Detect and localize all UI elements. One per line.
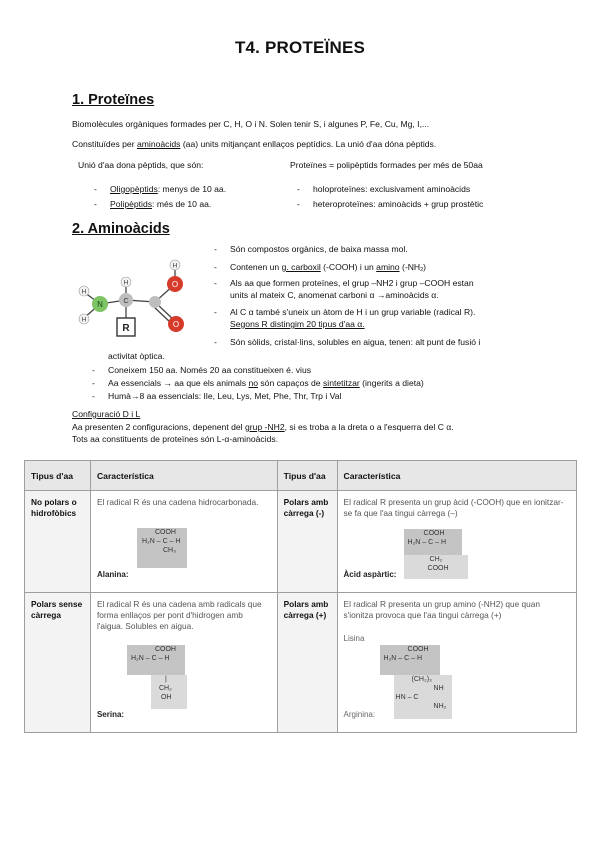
- formula-text: COOH: [154, 646, 176, 653]
- arginine-label: Arginina:: [343, 710, 376, 719]
- list-text: (ingerits a dieta): [359, 378, 424, 388]
- aminoacids-term: aminoàcids: [136, 139, 181, 149]
- o-label: O: [171, 280, 179, 289]
- proteins-list-heading: Proteïnes = polipèptids formades per més de 50aa: [290, 160, 483, 170]
- paragraph-constituides: [72, 139, 436, 150]
- list-item: - Humà→8 aa essencials: Ile, Leu, Lys, Met, Phe, Thr, Trp i Val: [92, 391, 342, 401]
- aminoacid-types-table: [24, 460, 577, 733]
- list-text: Al C α també s'uneix un àtom de H i un grup variable (radical R).: [230, 307, 476, 317]
- list-text: (-COOH) i un: [320, 262, 377, 272]
- n-label: N: [97, 300, 103, 309]
- characteristic-cell: [337, 491, 576, 593]
- list-text: Són sòlids, cristal·lins, solubles en aigua, tenen: alt punt de fusió i: [230, 337, 481, 347]
- paragraph-text: Aa presenten 2 configuracions, depenent del: [72, 422, 245, 432]
- section-heading-aminoacids: 2. Aminoàcids: [72, 221, 170, 237]
- cell-text: El radical R presenta un grup àcid (-COOH) que en ionitzar-se fa que l'aa tingui càrrega (–): [343, 497, 564, 518]
- table-header: Característica: [90, 461, 277, 491]
- type-cell: Polars sense càrrega: [25, 593, 91, 733]
- list-text: Aa essencials → aa que els animals: [108, 378, 249, 388]
- list-item: - Al C α també s'uneix un àtom de H i un grup variable (radical R).: [214, 307, 476, 317]
- serine-label: Serina:: [96, 710, 125, 719]
- cell-text: El radical R és una cadena hidrocarbonada.: [96, 497, 259, 507]
- paragraph-text: Constituïdes per: [72, 139, 137, 149]
- list-item: - Són compostos orgànics, de baixa massa mol.: [214, 244, 408, 254]
- formula-text: H₂N – C – H: [407, 539, 447, 546]
- list-text: Coneixem 150 aa. Només 20 aa constitueixen é. vius: [108, 365, 312, 375]
- formula-text: (CH₂)₃: [411, 676, 432, 683]
- formula-text: NH: [433, 685, 444, 692]
- characteristic-cell: [90, 491, 277, 593]
- aspartic-radical: [404, 555, 468, 579]
- characteristic-cell: [90, 593, 277, 733]
- h-label: H: [172, 262, 178, 270]
- aspartic-label: Àcid aspàrtic:: [343, 570, 397, 579]
- page-title: T4. PROTEÏNES: [234, 38, 366, 57]
- formula-text: H₂N – C – H: [130, 655, 170, 662]
- list-text: units al mateix C, anomenat carboni α →aminoàcids α.: [230, 290, 439, 300]
- list-text: : més de 10 aa.: [152, 199, 212, 209]
- type-cell: Polars amb càrrega (-): [277, 491, 337, 593]
- r-label: R: [122, 323, 130, 334]
- subscript: 2: [420, 267, 424, 273]
- alanine-label: Alanina:: [96, 570, 129, 579]
- list-text: heteroproteïnes: aminoàcids + grup prostètic: [313, 199, 484, 209]
- formula-text: H₂N – C – H: [141, 538, 181, 545]
- alanine-formula: [137, 528, 187, 568]
- table-header: Tipus d'aa: [277, 461, 337, 491]
- formula-text: CH₃: [162, 547, 176, 554]
- list-text: ): [423, 262, 427, 272]
- carboxyl-term: g. carboxil: [281, 262, 321, 272]
- h-label: H: [81, 316, 87, 324]
- list-text: Als aa que formen proteïnes, el grup –NH2 i grup –COOH estan: [230, 278, 474, 288]
- h-label: H: [81, 288, 87, 296]
- type-cell: No polars o hidrofòbics: [25, 491, 91, 593]
- serine-formula: [127, 645, 185, 675]
- formula-text: COOH: [154, 529, 176, 536]
- table-row: [25, 593, 577, 733]
- formula-text: CH₂: [158, 685, 172, 692]
- list-text: Contenen un: [230, 262, 282, 272]
- aspartic-formula: [404, 529, 462, 555]
- formula-text: |: [164, 676, 167, 683]
- list-item: - Contenen un g. carboxil (-COOH) i un amino (-NH2): [214, 262, 427, 273]
- o-label: O: [172, 320, 180, 329]
- list-text: Són compostos orgànics, de baixa massa mol.: [230, 244, 408, 254]
- config-paragraph-2: Tots aa constituents de proteïnes són L-α-aminoàcids.: [72, 434, 279, 444]
- table-header: Característica: [337, 461, 576, 491]
- serine-radical: [151, 675, 187, 709]
- list-text: holoproteïnes: exclusivament aminoàcids: [313, 184, 471, 194]
- table-header: Tipus d'aa: [25, 461, 91, 491]
- list-text: Segons R distingim 20 tipus d'aa α.: [230, 319, 365, 329]
- type-cell: Polars amb càrrega (+): [277, 593, 337, 733]
- no-term: no: [248, 378, 258, 388]
- arginine-radical: [394, 675, 452, 719]
- carbon-atom: [149, 296, 161, 308]
- list-item: - holoproteïnes: exclusivament aminoàcids: [297, 184, 471, 194]
- config-paragraph: [72, 422, 454, 433]
- formula-text: COOH: [423, 530, 445, 537]
- list-item: - Als aa que formen proteïnes, el grup –NH2 i grup –COOH estan: [214, 278, 474, 288]
- sintetitzar-term: sintetitzar: [322, 378, 360, 388]
- polipeptids-term: Polipèptids: [110, 199, 153, 209]
- table-header-row: [25, 461, 577, 491]
- lysine-label: Lisina: [343, 634, 365, 643]
- list-item: - Polipèptids: més de 10 aa.: [94, 199, 212, 209]
- list-item: - Oligopèptids: menys de 10 aa.: [94, 184, 227, 194]
- formula-text: HN – C: [395, 694, 419, 701]
- paragraph-biomolecules: Biomolècules orgàniques formades per C, H, O i N. Solen tenir S, i algunes P, Fe, Cu, Mg, I,...: [72, 119, 430, 129]
- formula-text: COOH: [427, 565, 449, 572]
- amino-term: amino: [376, 262, 400, 272]
- h-label: H: [123, 279, 129, 287]
- list-text: Humà→8 aa essencials: Ile, Leu, Lys, Met, Phe, Thr, Trp i Val: [108, 391, 342, 401]
- peptide-list-heading: Unió d'aa dona pèptids, que són:: [78, 160, 204, 170]
- formula-text: NH₂: [433, 703, 447, 710]
- list-item: - Són sòlids, cristal·lins, solubles en aigua, tenen: alt punt de fusió i: [214, 337, 481, 347]
- list-text: activitat òptica.: [108, 351, 165, 361]
- cell-text: El radical R presenta un grup amino (-NH2) que quan s'ionitza provoca que l'aa tingui càrrega (+): [343, 599, 540, 620]
- characteristic-cell: [337, 593, 576, 733]
- list-text: són capaços de: [258, 378, 323, 388]
- formula-text: CH₂: [429, 556, 443, 563]
- oligopeptids-term: Oligopèptids: [110, 184, 158, 194]
- cell-text: El radical R és una cadena amb radicals que forma enllaços per pont d'hidrogen amb l'aigua. Solubles en aigua.: [96, 599, 262, 631]
- paragraph-text: , si es troba a la dreta o a l'esquerra del C α.: [284, 422, 454, 432]
- list-text: : menys de 10 aa.: [157, 184, 227, 194]
- list-item: - Aa essencials → aa que els animals no són capaços de sintetitzar (ingerits a dieta): [92, 378, 424, 388]
- c-label: C: [123, 298, 129, 305]
- list-item: - Coneixem 150 aa. Només 20 aa constitueixen é. vius: [92, 365, 312, 375]
- list-text: (-NH: [399, 262, 421, 272]
- formula-text: OH: [160, 694, 172, 701]
- arginine-formula: [380, 645, 440, 675]
- config-heading: Configuració D i L: [72, 409, 141, 419]
- formula-text: COOH: [407, 646, 429, 653]
- paragraph-text: (aa) units mitjançant enllaços peptídics. La unió d'aa dóna pèptids.: [180, 139, 437, 149]
- amino-acid-molecule: [74, 252, 204, 344]
- formula-text: H₂N – C – H: [383, 655, 423, 662]
- nh2-group-term: grup -NH2: [244, 422, 285, 432]
- list-item: - heteroproteïnes: aminoàcids + grup prostètic: [297, 199, 484, 209]
- table-row: [25, 491, 577, 593]
- section-heading-proteines: 1. Proteïnes: [72, 92, 155, 108]
